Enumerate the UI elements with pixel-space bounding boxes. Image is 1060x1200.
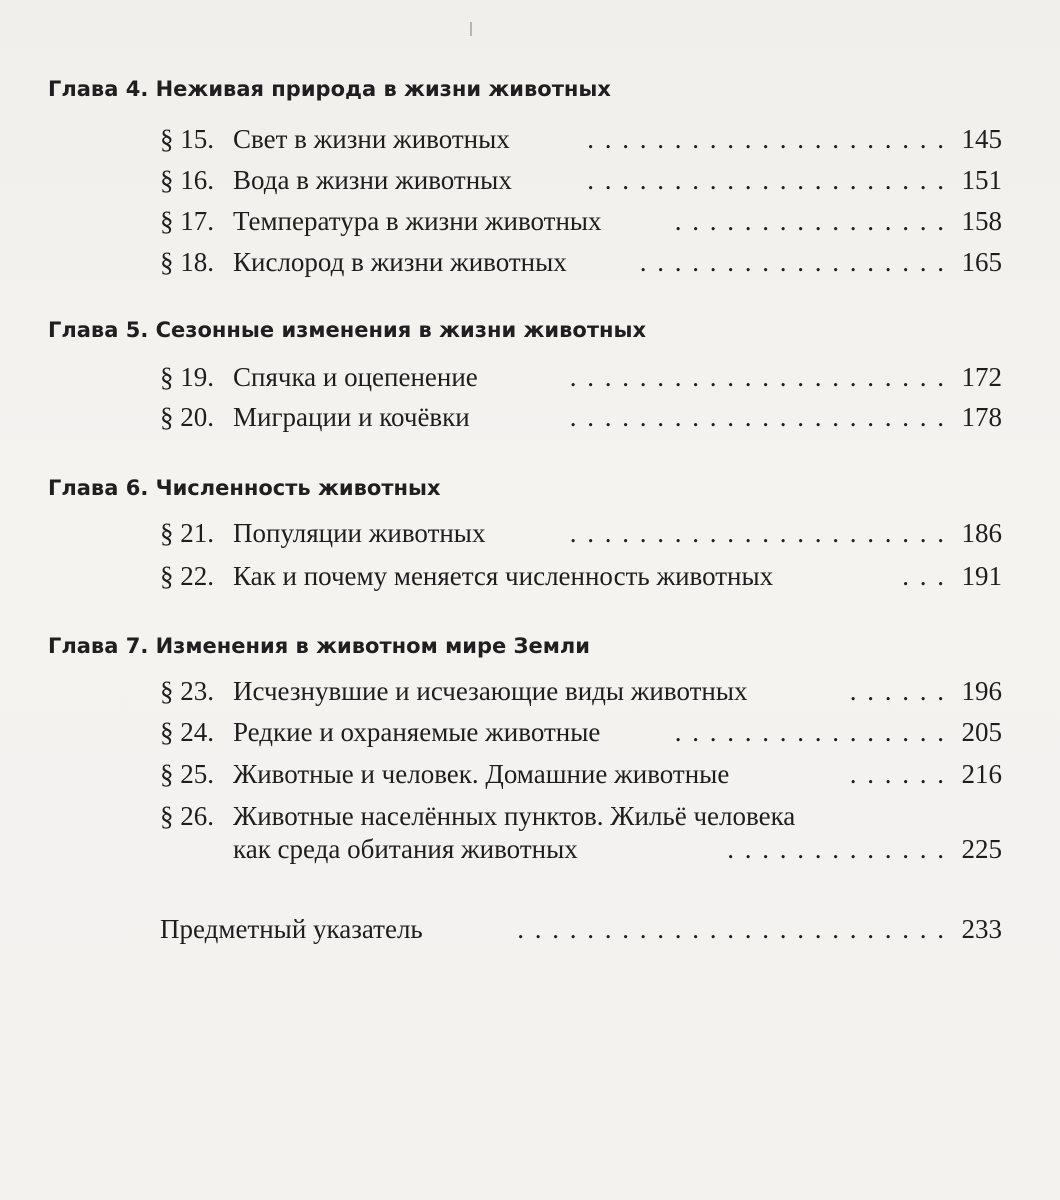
page-number: 151: [961, 165, 1002, 195]
dot-leader: . . . . . . . . . . . . . . . . . . . . .: [587, 165, 946, 195]
dot-leader: . . .: [902, 561, 946, 591]
dot-leader: . . . . . . . . . . . . . . . . . . . . . . . . .: [517, 914, 946, 944]
toc-entry-continuation[interactable]: [160, 834, 1002, 868]
toc-entry[interactable]: [160, 247, 1002, 281]
toc-entry-index[interactable]: [160, 914, 1002, 948]
section-title: Спячка и оцепенение: [233, 362, 478, 392]
section-title: Животные и человек. Домашние животные: [233, 759, 730, 789]
dot-leader: . . . . . . . . . . . . . . . . . . . . . .: [569, 402, 946, 432]
section-number: § 25.: [160, 759, 214, 789]
section-title-continuation: как среда обитания животных: [233, 834, 578, 864]
dot-leader: . . . . . . . . . . . . . . . . . . . . . .: [569, 362, 946, 392]
toc-entry[interactable]: [160, 518, 1002, 552]
toc-entry[interactable]: [160, 165, 1002, 199]
toc-entry[interactable]: [160, 124, 1002, 158]
toc-entry[interactable]: [160, 676, 1002, 710]
dot-leader: . . . . . . . . . . . . .: [727, 834, 946, 864]
page-number: 191: [961, 561, 1002, 591]
section-title: Вода в жизни животных: [233, 165, 512, 195]
page-number: 216: [961, 759, 1002, 789]
section-number: § 17.: [160, 206, 214, 236]
section-title: Исчезнувшие и исчезающие виды животных: [233, 676, 748, 706]
dot-leader: . . . . . .: [849, 676, 946, 706]
page-number: 158: [961, 206, 1002, 236]
section-number: § 19.: [160, 362, 214, 392]
section-title: Свет в жизни животных: [233, 124, 510, 154]
section-number: § 16.: [160, 165, 214, 195]
section-title: Популяции животных: [233, 518, 486, 548]
section-number: § 18.: [160, 247, 214, 277]
dot-leader: . . . . . . . . . . . . . . . . . . . . . .: [569, 518, 946, 548]
section-number: § 20.: [160, 402, 214, 432]
page-number: 165: [961, 247, 1002, 277]
section-title: Кислород в жизни животных: [233, 247, 567, 277]
toc-entry[interactable]: [160, 801, 1002, 835]
top-mark: [470, 22, 472, 36]
section-number: § 26.: [160, 801, 214, 831]
page-number: 225: [961, 834, 1002, 864]
section-number: § 22.: [160, 561, 214, 591]
toc-entry[interactable]: [160, 759, 1002, 793]
chapter-4-heading: Глава 4. Неживая природа в жизни животных: [48, 77, 611, 101]
section-number: § 23.: [160, 676, 214, 706]
page-number: 186: [961, 518, 1002, 548]
section-number: § 15.: [160, 124, 214, 154]
page-number: 172: [961, 362, 1002, 392]
section-title: Животные населённых пунктов. Жильё человека: [233, 801, 796, 831]
page-number: 178: [961, 402, 1002, 432]
page-number: 145: [961, 124, 1002, 154]
toc-entry[interactable]: [160, 206, 1002, 240]
toc-entry[interactable]: [160, 561, 1002, 595]
section-number: § 21.: [160, 518, 214, 548]
dot-leader: . . . . . . . . . . . . . . . .: [674, 717, 946, 747]
dot-leader: . . . . . . . . . . . . . . . . . .: [639, 247, 946, 277]
section-title: Как и почему меняется численность животных: [233, 561, 774, 591]
index-title: Предметный указатель: [160, 914, 423, 944]
toc-entry[interactable]: [160, 402, 1002, 436]
chapter-7-heading: Глава 7. Изменения в животном мире Земли: [48, 634, 590, 658]
chapter-6-heading: Глава 6. Численность животных: [48, 476, 441, 500]
page-number: 205: [961, 717, 1002, 747]
page-number: 196: [961, 676, 1002, 706]
chapter-5-heading: Глава 5. Сезонные изменения в жизни животных: [48, 318, 647, 342]
page-number: 233: [961, 914, 1002, 944]
toc-entry[interactable]: [160, 362, 1002, 396]
dot-leader: . . . . . . . . . . . . . . . .: [674, 206, 946, 236]
section-title: Температура в жизни животных: [233, 206, 602, 236]
dot-leader: . . . . . . . . . . . . . . . . . . . . .: [587, 124, 946, 154]
section-title: Редкие и охраняемые животные: [233, 717, 601, 747]
section-title: Миграции и кочёвки: [233, 402, 470, 432]
dot-leader: . . . . . .: [849, 759, 946, 789]
section-number: § 24.: [160, 717, 214, 747]
toc-entry[interactable]: [160, 717, 1002, 751]
